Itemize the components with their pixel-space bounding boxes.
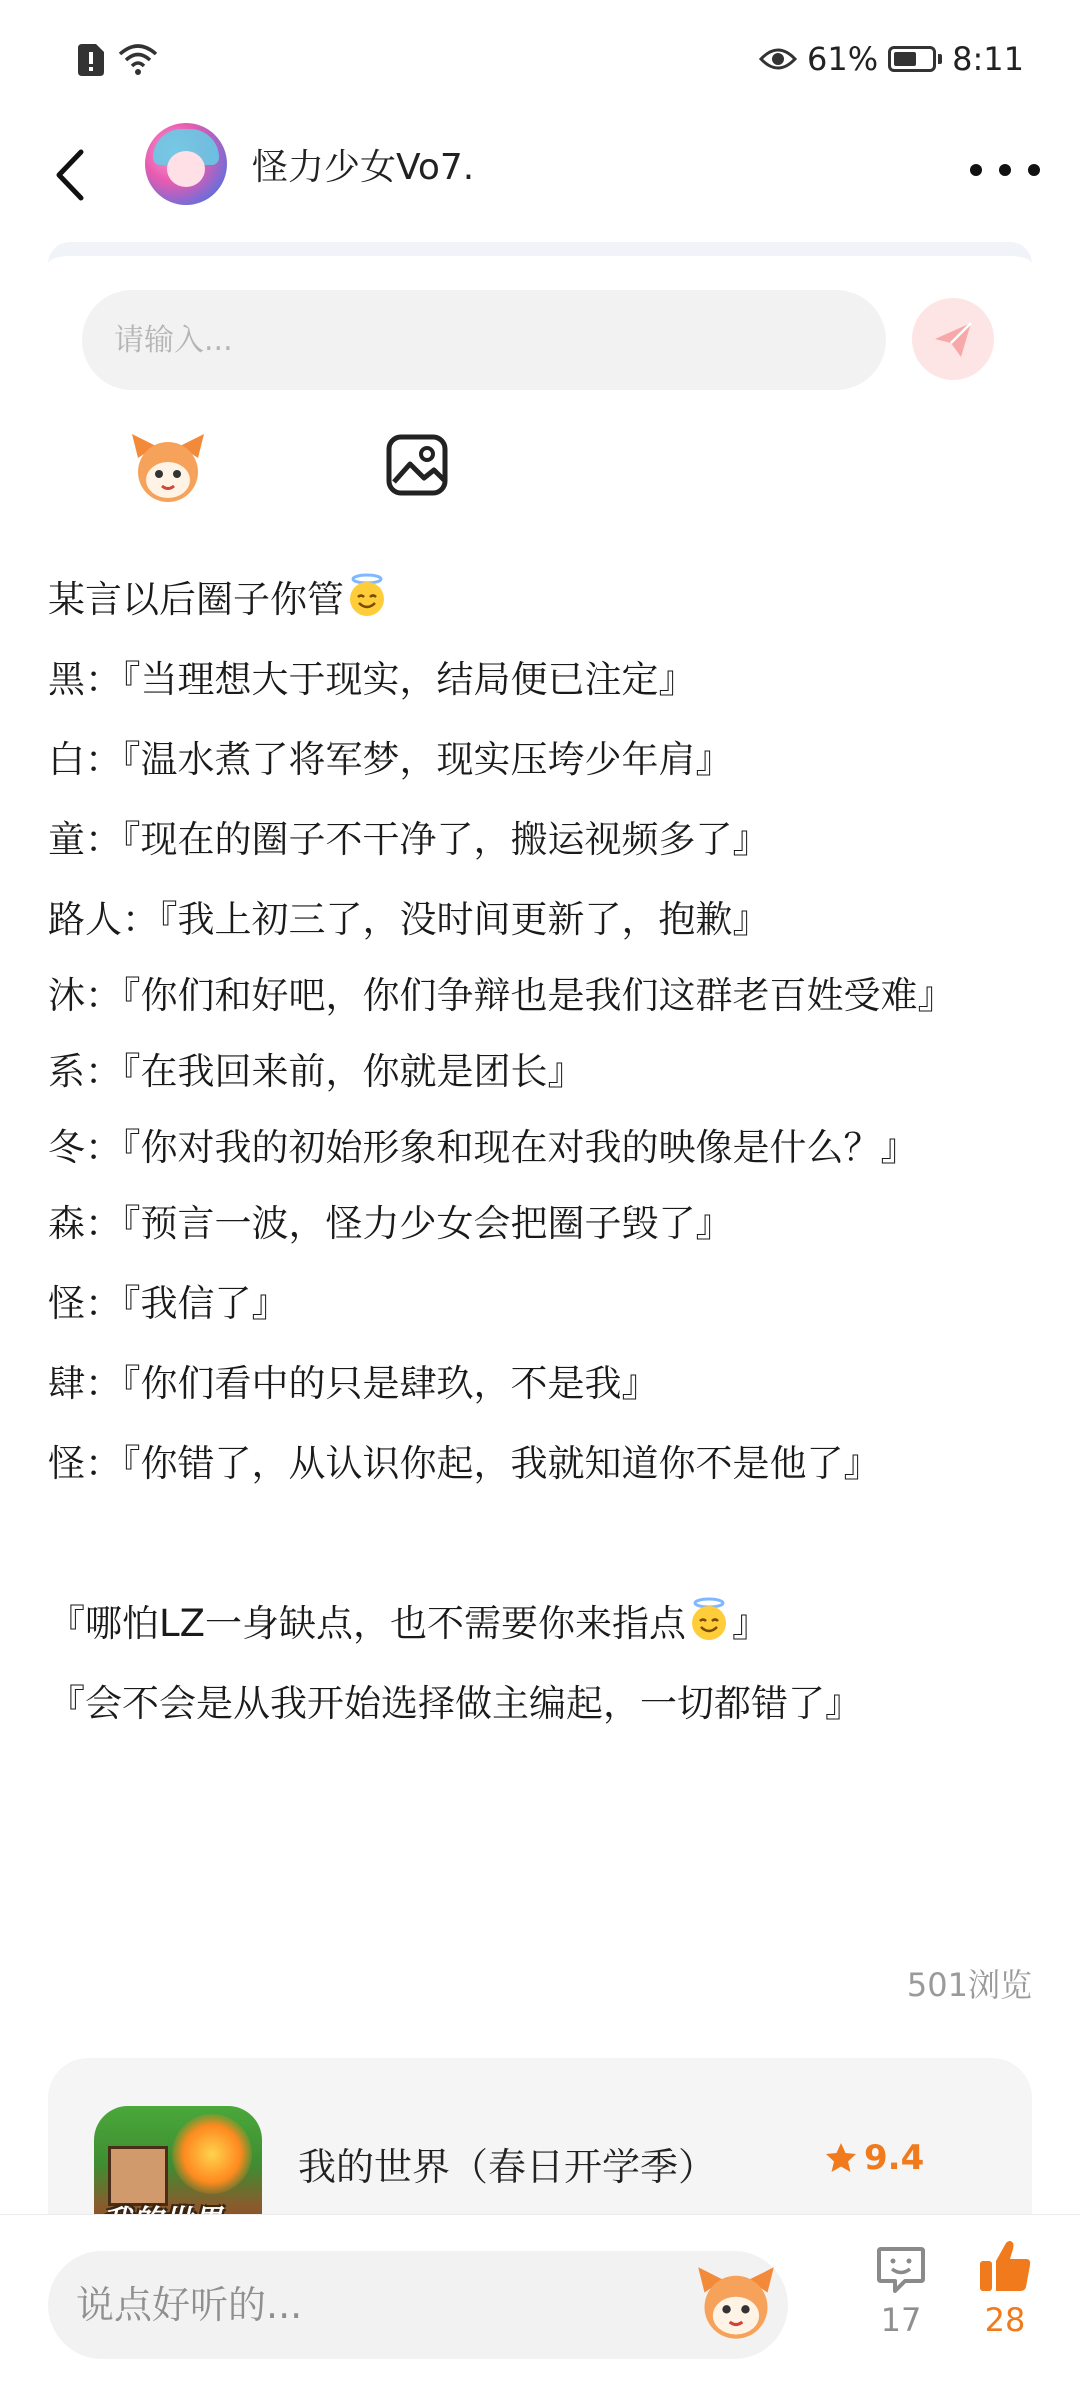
back-arrow-icon [53,148,87,202]
post-line: 森：『预言一波，怪力少女会把圈子毁了』 [48,1202,733,1245]
back-button[interactable] [40,135,100,215]
more-dots-icon [970,164,982,176]
post-line: 『会不会是从我开始选择做主编起，一切都错了』 [48,1682,862,1725]
star-icon [824,2141,858,2175]
battery-percent: 61% [807,40,879,78]
post-line: 沐：『你们和好吧，你们争辩也是我们这群老百姓受难』 [48,974,955,1017]
status-bar [0,0,1080,120]
post-line: 系：『在我回来前，你就是团长』 [48,1050,585,1093]
status-left [78,44,158,76]
like-button[interactable] [966,2237,1044,2339]
post-line: 怪：『我信了』 [48,1282,289,1325]
top-nav [0,115,1080,235]
image-icon [384,432,450,498]
comment-icon [875,2243,927,2295]
emoji-mascot-icon [128,428,208,508]
send-icon [931,317,975,361]
post-line [48,560,1038,640]
game-rating-value: 9.4 [864,2138,925,2178]
author-avatar[interactable] [145,123,227,205]
emoji-button[interactable] [128,428,208,508]
like-count: 28 [984,2301,1026,2339]
post-spacer [48,1504,1038,1584]
eye-comfort-icon [759,46,797,72]
post-line: 冬：『你对我的初始形象和现在对我的映像是什么？』 [48,1126,918,1169]
post-line: 童：『现在的圈子不干净了，搬运视频多了』 [48,818,770,861]
comments-button[interactable] [866,2243,936,2339]
bottom-bar [0,2214,1080,2388]
post-line [48,1584,1038,1664]
thumbs-up-icon [976,2237,1034,2295]
post-line: 白：『温水煮了将军梦，现实压垮少年肩』 [48,738,733,781]
post-line: 怪：『你错了，从认识你起，我就知道你不是他了』 [48,1442,881,1485]
comment-input[interactable] [48,2251,788,2359]
comment-emoji-button[interactable] [694,2261,778,2345]
clock: 8:11 [952,40,1024,78]
more-dot [999,164,1011,176]
post-line-text: 『哪怕LZ一身缺点，也不需要你来指点 [48,1602,686,1645]
game-rating [824,2138,924,2178]
author-name[interactable]: 怪力少女Vo7. [252,147,475,188]
post-line-text: 』 [731,1602,769,1645]
halo-smile-emoji [686,1596,732,1642]
view-count: 501浏览 [906,1966,1032,2004]
wifi-icon [118,44,158,76]
post-line: 路人：『我上初三了，没时间更新了，抱歉』 [48,898,770,941]
post-body [48,560,1038,1744]
halo-smile-emoji [344,572,390,618]
more-button[interactable] [970,145,1040,195]
battery-icon [888,46,942,72]
reply-panel [48,242,1032,532]
post-line: 黑：『当理想大于现实，结局便已注定』 [48,658,696,701]
game-title: 我的世界（春日开学季） [298,2145,717,2189]
more-dot [1028,164,1040,176]
image-button[interactable] [384,432,454,502]
post-line-text: 某言以后圈子你管 [48,578,344,621]
emoji-mascot-icon [694,2261,778,2345]
post-line: 肆：『你们看中的只是肆玖，不是我』 [48,1362,659,1405]
reply-input[interactable] [82,290,886,390]
sim-alert-icon [78,44,104,76]
status-right [759,40,1024,78]
comment-count: 17 [880,2301,922,2339]
send-button[interactable] [912,298,994,380]
